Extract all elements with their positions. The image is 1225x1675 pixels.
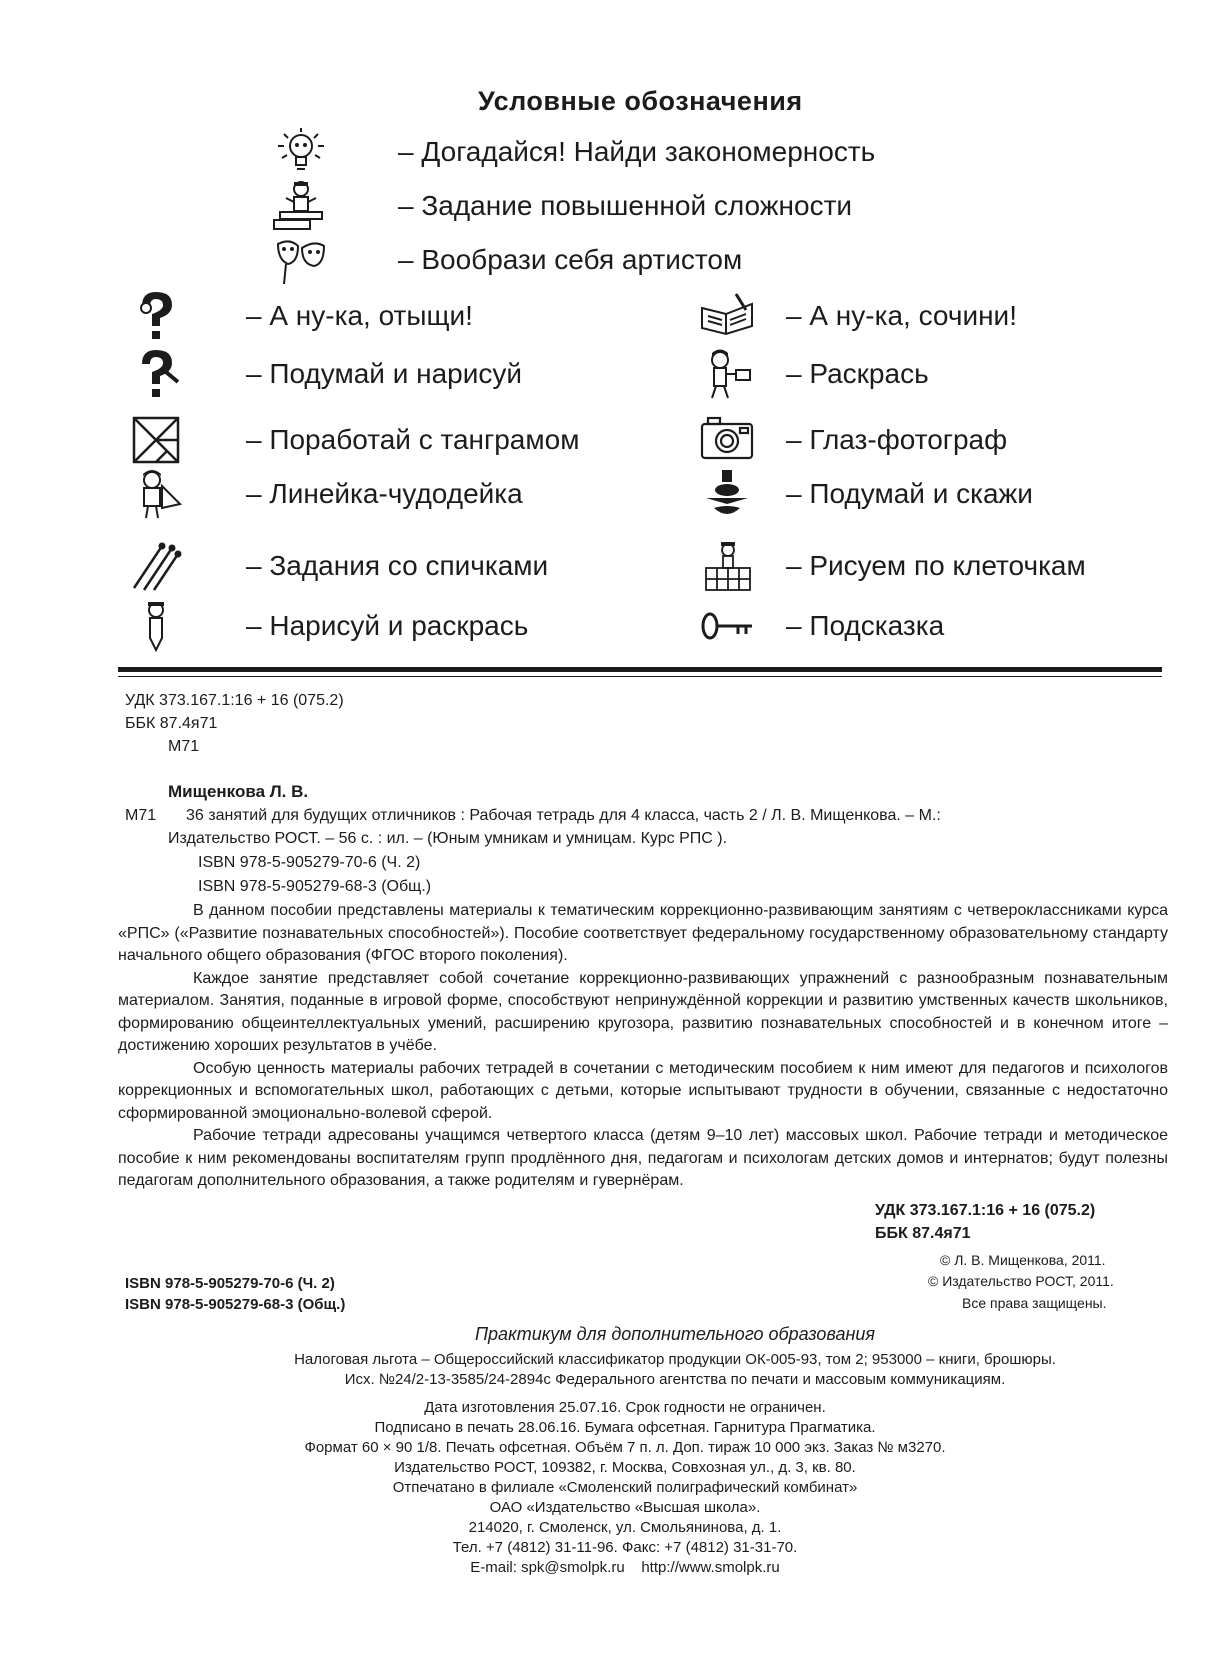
imprint-line: Отпечатано в филиале «Смоленский полиграфический комбинат» [392, 1479, 858, 1496]
matches-icon [128, 540, 186, 592]
annotation-paragraph: Рабочие тетради адресованы учащимся четвертого класса (детям 9–10 лет) массовых школ. Рабочие тетради и методическое пособие к ним рекомендованы воспитателям групп продлённого дня, педагогам и психологам детских домов и интернатов; будут полезны педагогам дополнительного образования, а также родителям и гувернёрам. [118, 1127, 1168, 1189]
imprint-line: Тел. +7 (4812) 31-11-96. Факс: +7 (4812) 31-31-70. [452, 1539, 798, 1556]
legend-item-guess [272, 126, 875, 178]
annotation-paragraph: Каждое занятие представляет собой сочетание коррекционно-развивающих упражнений с разнообразным познавательным материалом. Занятия, поданные в игровой форме, способствуют непринуждённой коррекции и развитию умственных качеств школьников, формированию общеинтеллектуальных умений, расширению кругозора, развитию познавательных способностей и в конечном итоге – достижению хороших результатов в учёбе. [118, 969, 1168, 1054]
annotation [118, 900, 1168, 1193]
imprint-series: Практикум для дополнительного образования [475, 1324, 875, 1344]
copyright-publisher: © Издательство РОСТ, 2011. [928, 1273, 1114, 1289]
isbn-general: ISBN 978-5-905279-68-3 (Общ.) [125, 1296, 346, 1313]
imprint-line: Дата изготовления 25.07.16. Срок годности не ограничен. [424, 1399, 826, 1416]
annotation-paragraph: В данном пособии представлены материалы к тематическим коррекционно-развивающим занятиям с четвероклассниками курса «РПС» («Развитие познавательных способностей»). Пособие соответствует федеральному государственному образовательному стандарту начального общего образования (ФГОС второго поколения). [118, 902, 1168, 964]
legend-item-draw-color [128, 600, 528, 652]
catalog-code-side: М71 [125, 807, 157, 824]
open-book-icon [698, 290, 756, 342]
catalog-author: Мищенкова Л. В. [168, 782, 309, 801]
classification-udk: УДК 373.167.1:16 + 16 (075.2) [875, 1202, 1096, 1219]
legend-item-tangram [128, 414, 579, 466]
divider-thick [118, 667, 1162, 672]
catalog-code: М71 [168, 738, 200, 755]
legend-label: – Подсказка [786, 610, 945, 641]
legend-label: – А ну-ка, отыщи! [246, 300, 473, 331]
paintbrush-character-icon [698, 348, 756, 400]
legend-item-photographer [698, 414, 1007, 466]
legend-label: – Подумай и скажи [786, 478, 1033, 509]
theatre-masks-icon [272, 234, 330, 286]
legend-label: – Задания со спичками [246, 550, 549, 581]
catalog-isbn2: ISBN 978-5-905279-68-3 (Общ.) [198, 878, 432, 895]
imprint-line: Издательство РОСТ, 109382, г. Москва, Совхозная ул., д. 3, кв. 80. [394, 1459, 856, 1476]
legend-item-hard-task [272, 180, 852, 232]
question-mark-icon [128, 290, 186, 342]
legend-item-think-draw [128, 348, 522, 400]
catalog-title-line1: 36 занятий для будущих отличников : Рабочая тетрадь для 4 класса, часть 2 / Л. В. Мищенкова. – М.: [186, 807, 941, 824]
legend-item-artist [272, 234, 742, 286]
legend-label: – Вообрази себя артистом [398, 244, 743, 275]
legend-item-ruler [128, 468, 523, 520]
grid-character-icon [698, 540, 756, 592]
key-icon [698, 600, 756, 652]
copyright-author: © Л. В. Мищенкова, 2011. [940, 1252, 1106, 1268]
legend-item-color [698, 348, 929, 400]
catalog-bbk: ББК 87.4я71 [125, 715, 218, 732]
legend-label: – Рисуем по клеточкам [786, 550, 1086, 581]
legend-title: Условные обозначения [478, 86, 803, 116]
pencil-character-icon [128, 600, 186, 652]
climbing-boy-icon [272, 180, 330, 232]
legend-label: – Линейка-чудодейка [246, 478, 523, 509]
imprint-line: ОАО «Издательство «Высшая школа». [489, 1499, 761, 1516]
thinking-figure-icon [698, 468, 756, 520]
classification-bbk: ББК 87.4я71 [875, 1225, 971, 1242]
legend-label: – Догадайся! Найди закономерность [398, 136, 876, 167]
imprint-tax1: Налоговая льгота – Общероссийский классификатор продукции ОК-005-93, том 2; 953000 – книги, брошюры. [294, 1351, 1056, 1368]
catalog-isbn1: ISBN 978-5-905279-70-6 (Ч. 2) [198, 854, 421, 871]
imprint-line: Формат 60 × 90 1/8. Печать офсетная. Объём 7 п. л. Доп. тираж 10 000 экз. Заказ № м3270. [304, 1439, 946, 1456]
annotation-paragraph: Особую ценность материалы рабочих тетрадей в сочетании с методическим пособием к ним имеют для педагогов и психологов коррекционных и вспомогательных школ, работающих с детьми, которые испытывают трудности в обучении, связанные с недостаточно сформированной эмоционально-волевой сферой. [118, 1059, 1168, 1122]
legend-label: – Нарисуй и раскрась [246, 610, 529, 641]
question-pencil-icon [128, 348, 186, 400]
imprint-line: Подписано в печать 28.06.16. Бумага офсетная. Гарнитура Прагматика. [374, 1419, 876, 1436]
legend-label: – Подумай и нарисуй [246, 358, 523, 389]
ruler-character-icon [128, 468, 186, 520]
imprint-tax2: Исх. №24/2-13-3585/24-2894с Федерального агентства по печати и массовым коммуникациям. [344, 1371, 1006, 1388]
legend-item-think-say [698, 468, 1033, 520]
isbn-part: ISBN 978-5-905279-70-6 (Ч. 2) [125, 1275, 335, 1292]
legend-item-grid-draw [698, 540, 1086, 592]
legend-item-matches [128, 540, 548, 592]
legend-item-compose [698, 290, 1017, 342]
copyright-rights: Все права защищены. [962, 1295, 1107, 1311]
legend-item-hint [698, 600, 944, 652]
legend-label: – Поработай с танграмом [246, 424, 580, 455]
tangram-square-icon [128, 414, 186, 466]
catalog-title-line2: Издательство РОСТ. – 56 с. : ил. – (Юным умникам и умницам. Курс РПС ). [168, 830, 728, 847]
divider-thin [118, 676, 1162, 677]
catalog-udk: УДК 373.167.1:16 + 16 (075.2) [125, 692, 344, 709]
legend-item-find [128, 290, 473, 342]
light-bulb-icon [272, 126, 330, 178]
legend-label: – Задание повышенной сложности [398, 190, 853, 221]
legend-label: – Глаз-фотограф [786, 424, 1008, 455]
legend-label: – Раскрась [786, 358, 929, 389]
imprint-contacts: E-mail: spk@smolpk.ru http://www.smolpk.ru [470, 1559, 780, 1576]
camera-icon [698, 414, 756, 466]
imprint-line: 214020, г. Смоленск, ул. Смольянинова, д. 1. [468, 1519, 782, 1536]
legend-label: – А ну-ка, сочини! [786, 300, 1017, 331]
